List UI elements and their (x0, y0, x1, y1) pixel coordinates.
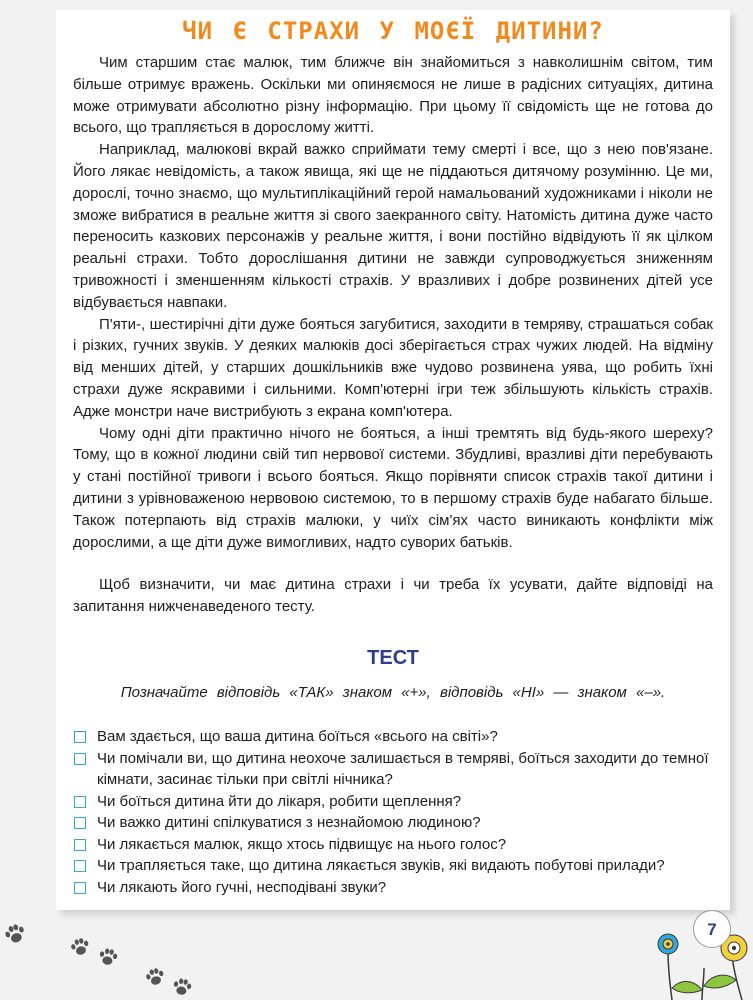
question-text: Чи трапляється таке, що дитина лякається звуків, які видають побутові прилади? (97, 857, 665, 874)
question-text: Чи важко дитині спілкуватися з незнайомою людиною? (97, 814, 481, 831)
checkbox-icon[interactable] (74, 796, 86, 808)
checkbox-icon[interactable] (74, 882, 86, 894)
page-number: 7 (693, 910, 731, 948)
paragraph: Чому одні діти практично нічого не бояться, а інші тремтять від будь-якого шереху? Тому, що в кожної людини свій тип нервової системи. Збудливі, вразливі діти перебувають у стані постійної тривоги і всього бояться. Якщо порівняти список страхів такої дитини і дитини з урівноваженою нервовою системою, то в першому страхів буде набагато більше. Також потерпають від страхів малюки, у чиїх сім'ях часто виникають конфлікти між дорослими, а ще діти дуже вимогливих, надто суворих батьків. (73, 424, 713, 551)
article-body (73, 52, 713, 618)
question-list (73, 726, 718, 898)
question-item (73, 791, 718, 813)
checkbox-icon[interactable] (74, 731, 86, 743)
question-item (73, 877, 718, 899)
question-text: Чи лякається малюк, якщо хтось підвищує на нього голос? (97, 835, 507, 853)
checkbox-icon[interactable] (74, 817, 86, 829)
paw-print-icon (2, 922, 28, 946)
question-text: Чи лякають його гучні, несподівані звуки? (97, 878, 387, 896)
question-item (73, 812, 718, 834)
question-text: Вам здається, що ваша дитина боїться «всього на світі»? (97, 728, 498, 745)
paragraph: Чим старшим стає малюк, тим ближче він знайомиться з навколишнім світом, тим більше отримує вражень. Оскільки ми опиняємося не лише в радісних ситуаціях, дитина може отримувати абсолютно різну інформацію. При цьому її свідомість ще не готова до всього, що трапляється в дорослому житті. (73, 54, 713, 137)
paw-print-icon (170, 976, 194, 998)
question-item (73, 834, 718, 856)
paragraph: Щоб визначити, чи має дитина страхи і чи треба їх усувати, дайте відповіді на запитання нижченаведеного тесту. (73, 576, 713, 616)
paragraph: П'яти-, шестирічні діти дуже бояться загубитися, заходити в темряву, страшаться собак і різких, гучних звуків. У деяких малюків досі зберігається страх чужих людей. На відміну від менших дітей, у старших дошкільників вже чудово розвинена уява, що робить їхні страхи дуже яскравими і сильними. Комп'ютерні ігри теж збільшують кількість страхів. Адже монстри наче вистрибують з екрана комп'ютера. (73, 315, 713, 420)
question-text: Чи помічали ви, що дитина неохоче залишається в темряві, боїться заходити до темної кімнати, засинає тільки при світлі нічника? (97, 749, 709, 788)
question-item (73, 726, 718, 748)
checkbox-icon[interactable] (74, 839, 86, 851)
question-item (73, 748, 718, 791)
test-title: ТЕСТ (367, 647, 419, 669)
paw-print-icon (96, 946, 120, 968)
checkbox-icon[interactable] (74, 753, 86, 765)
question-text: Чи боїться дитина йти до лікаря, робити щеплення? (97, 792, 462, 810)
page-title: ЧИ Є СТРАХИ У МОЄЇ ДИТИНИ? (182, 17, 604, 45)
paragraph: Наприклад, малюкові вкрай важко сприймати тему смерті і все, що з нею пов'язане. Його лякає невідомість, а також явища, які ще не піддаються дитячому розумінню. Це ми, дорослі, точно знаємо, що мультиплікаційний герой намальований художниками і ніколи не зможе вибратися в реальне життя зі свого заекранного світу. Натомість дитина дуже часто переносить казкових персонажів у реальне життя, і вони постійно відвідують її як цілком реальні страхи. Тобто дорослішання дитини не завжди супроводжується зниженням тривожності і зменшенням кількості страхів. У вразливих і добре розвинених дітей усе відбувається навпаки. (73, 141, 713, 311)
checkbox-icon[interactable] (74, 860, 86, 872)
paw-print-icon (68, 936, 92, 958)
paw-print-icon (143, 966, 167, 988)
test-instruction: Позначайте відповідь «ТАК» знаком «+», відповідь «НІ» — знаком «–». (120, 684, 666, 701)
question-item (73, 855, 718, 877)
